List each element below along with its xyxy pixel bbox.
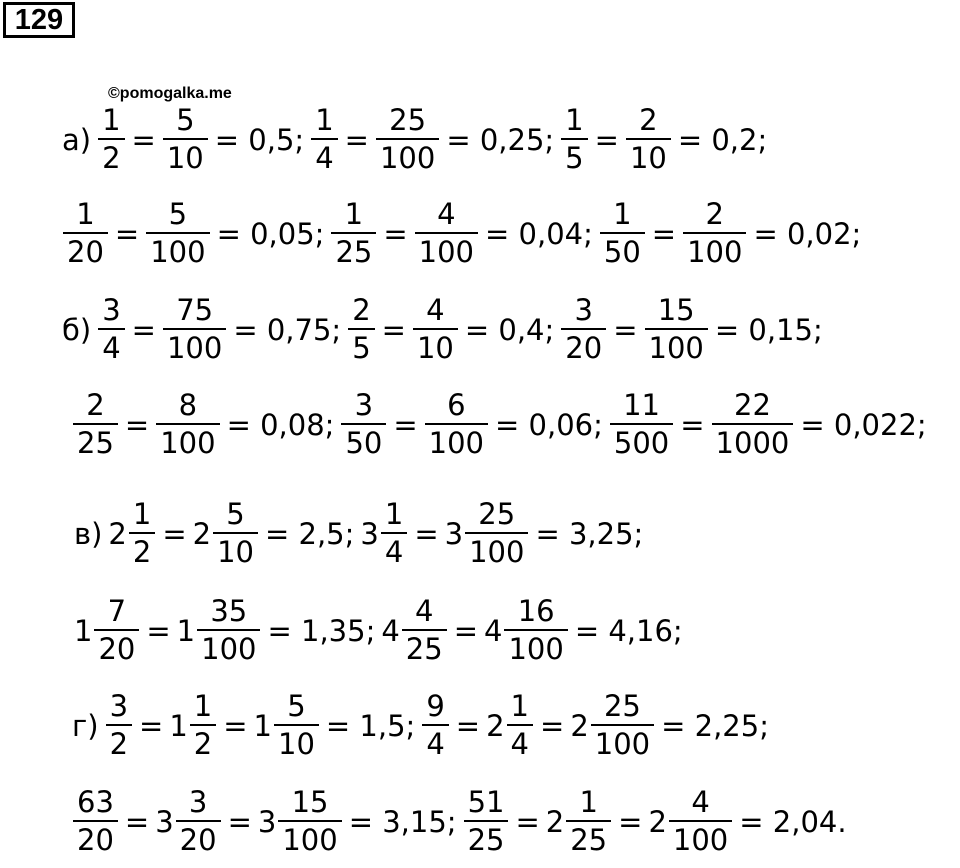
whole-part: 3 (155, 804, 174, 839)
part-label: а) (62, 122, 92, 157)
equation-text: = (515, 804, 540, 839)
equation-text: = (344, 122, 369, 157)
numerator: 2 (639, 103, 658, 137)
equation-text: = 0,022; (800, 407, 927, 442)
problem-number: 129 (3, 2, 75, 38)
numerator: 75 (176, 293, 214, 327)
numerator: 7 (107, 594, 127, 628)
fraction (593, 689, 652, 761)
fraction (671, 785, 730, 857)
numerator: 1 (132, 497, 152, 531)
fraction (158, 388, 217, 460)
numerator: 16 (517, 594, 555, 628)
numerator: 15 (291, 785, 329, 819)
fraction (427, 388, 486, 460)
numerator: 3 (188, 785, 208, 819)
part-label: б) (62, 312, 92, 347)
denominator: 100 (156, 423, 219, 458)
denominator: 4 (98, 328, 124, 363)
fraction (276, 689, 317, 761)
denominator: 2 (129, 532, 155, 567)
fraction (415, 293, 456, 365)
fraction (647, 293, 706, 365)
denominator: 25 (73, 423, 118, 458)
denominator: 5 (561, 138, 587, 173)
fraction (612, 388, 671, 460)
denominator: 100 (278, 820, 341, 855)
fraction (165, 293, 224, 365)
equation-text: = (594, 122, 619, 157)
numerator: 25 (389, 103, 427, 137)
equation-text: = 2,25; (661, 708, 769, 743)
fraction (75, 388, 116, 460)
equation-text: = 0,02; (753, 216, 862, 251)
denominator: 500 (610, 423, 673, 458)
numerator: 11 (623, 388, 660, 422)
numerator: 2 (86, 388, 105, 422)
denominator: 100 (591, 724, 654, 759)
numerator: 8 (178, 388, 198, 422)
whole-part: 3 (360, 516, 379, 551)
fraction (466, 785, 507, 857)
equation-text: = 0,4; (464, 312, 555, 347)
equation-text: = (124, 407, 150, 442)
fraction (75, 785, 116, 857)
fraction (178, 785, 219, 857)
watermark: ©pomogalka.me (108, 85, 232, 102)
fraction (108, 689, 130, 761)
equation-text: = (146, 613, 171, 648)
equation-text: = (613, 312, 638, 347)
equation-text: = (162, 516, 187, 551)
denominator: 4 (422, 724, 448, 759)
part-label: в) (74, 516, 103, 551)
equation-text: = (131, 312, 156, 347)
numerator: 1 (102, 103, 121, 137)
fraction (199, 594, 258, 666)
fraction (100, 103, 122, 175)
fraction (280, 785, 339, 857)
equation-text: = (680, 407, 705, 442)
numerator: 15 (657, 293, 695, 327)
equation-text: = 0,08; (226, 407, 335, 442)
fraction (313, 103, 335, 175)
equation-text: = 0,04; (485, 216, 593, 251)
equation-text: = (227, 804, 252, 839)
equation-text: = 3,25; (535, 516, 644, 551)
equation-text: = (540, 708, 565, 743)
equation-text: = (651, 216, 677, 251)
equation-text: = 0,5; (214, 122, 305, 157)
whole-part: 2 (545, 804, 565, 839)
numerator: 9 (426, 689, 445, 723)
numerator: 1 (193, 689, 213, 723)
denominator: 100 (669, 820, 732, 855)
equation-text: = 0,15; (714, 312, 823, 347)
numerator: 1 (510, 689, 529, 723)
denominator: 4 (311, 138, 337, 173)
fraction (333, 197, 374, 269)
denominator: 100 (504, 629, 567, 664)
denominator: 2 (190, 724, 216, 759)
fraction (563, 103, 585, 175)
equation-line (62, 293, 829, 365)
equation-text: = 2,5; (264, 516, 355, 551)
equation-text: = (393, 407, 418, 442)
denominator: 4 (381, 532, 407, 567)
denominator: 20 (63, 232, 108, 267)
equation-text: = (383, 216, 408, 251)
denominator: 20 (561, 328, 606, 363)
fraction (568, 785, 609, 857)
equation-line (74, 497, 649, 569)
numerator: 3 (574, 293, 593, 327)
numerator: 4 (426, 293, 445, 327)
fraction (602, 197, 643, 269)
denominator: 100 (197, 629, 260, 664)
numerator: 5 (168, 197, 188, 231)
numerator: 3 (354, 388, 374, 422)
denominator: 2 (106, 724, 132, 759)
whole-part: 2 (192, 516, 212, 551)
equation-text: = 0,05; (216, 216, 325, 251)
numerator: 25 (478, 497, 516, 531)
denominator: 100 (645, 328, 708, 363)
denominator: 20 (176, 820, 221, 855)
fraction (404, 594, 445, 666)
whole-part: 2 (486, 708, 505, 743)
fraction (685, 197, 744, 269)
denominator: 4 (507, 724, 533, 759)
denominator: 100 (683, 232, 746, 267)
numerator: 1 (613, 197, 632, 231)
whole-part: 1 (176, 613, 196, 648)
fraction (383, 497, 405, 569)
fraction (148, 197, 207, 269)
equation-text: = (455, 708, 481, 743)
numerator: 5 (226, 497, 245, 531)
denominator: 100 (415, 232, 478, 267)
equation-text: = 1,5; (325, 708, 416, 743)
equation-text: = (618, 804, 643, 839)
whole-part: 1 (253, 708, 272, 743)
fraction (165, 103, 206, 175)
denominator: 100 (376, 138, 439, 173)
denominator: 1000 (712, 423, 794, 458)
whole-part: 4 (484, 613, 503, 648)
equation-text: = (381, 312, 406, 347)
denominator: 25 (566, 820, 611, 855)
denominator: 100 (425, 423, 488, 458)
whole-part: 3 (444, 516, 464, 551)
equation-line (62, 103, 773, 175)
denominator: 20 (94, 629, 139, 664)
whole-part: 2 (648, 804, 667, 839)
equation-text: = 0,2; (677, 122, 768, 157)
numerator: 1 (315, 103, 334, 137)
equation-text: = (124, 804, 150, 839)
equation-text: = (131, 122, 156, 157)
numerator: 6 (447, 388, 466, 422)
fraction (343, 388, 384, 460)
fraction (509, 689, 531, 761)
denominator: 100 (465, 532, 528, 567)
fraction (714, 388, 792, 460)
equation-line (74, 594, 689, 666)
fraction (628, 103, 669, 175)
equation-text: = 1,35; (267, 613, 376, 648)
equation-line (72, 689, 775, 761)
numerator: 2 (352, 293, 371, 327)
denominator: 2 (98, 138, 124, 173)
fraction (100, 293, 122, 365)
whole-part: 3 (257, 804, 277, 839)
denominator: 25 (331, 232, 376, 267)
numerator: 4 (437, 197, 456, 231)
equation-text: = 3,15; (348, 804, 457, 839)
numerator: 5 (176, 103, 195, 137)
equation-text: = 2,04. (739, 804, 847, 839)
equation-line (62, 197, 867, 269)
fraction (65, 197, 106, 269)
numerator: 35 (210, 594, 248, 628)
denominator: 10 (274, 724, 319, 759)
numerator: 1 (384, 497, 404, 531)
fraction (96, 594, 137, 666)
equation-text: = 0,75; (233, 312, 342, 347)
whole-part: 2 (108, 516, 127, 551)
numerator: 1 (76, 197, 95, 231)
numerator: 1 (579, 785, 598, 819)
fraction (563, 293, 604, 365)
equation-text: = 0,06; (495, 407, 603, 442)
denominator: 10 (213, 532, 258, 567)
whole-part: 4 (381, 613, 400, 648)
numerator: 1 (565, 103, 584, 137)
equation-text: = 4,16; (574, 613, 683, 648)
denominator: 25 (464, 820, 509, 855)
fraction (215, 497, 256, 569)
whole-part: 2 (570, 708, 589, 743)
equation-text: = (223, 708, 248, 743)
fraction (424, 689, 446, 761)
denominator: 100 (146, 232, 209, 267)
denominator: 50 (600, 232, 645, 267)
fraction (192, 689, 214, 761)
numerator: 5 (287, 689, 306, 723)
denominator: 10 (413, 328, 458, 363)
numerator: 51 (467, 785, 505, 819)
numerator: 63 (77, 785, 114, 819)
fraction (417, 197, 476, 269)
fraction (467, 497, 526, 569)
denominator: 10 (626, 138, 671, 173)
equation-text: = (414, 516, 439, 551)
fraction (131, 497, 153, 569)
denominator: 100 (163, 328, 226, 363)
denominator: 5 (348, 328, 374, 363)
denominator: 10 (163, 138, 208, 173)
equation-text: = 0,25; (446, 122, 555, 157)
whole-part: 1 (74, 613, 93, 648)
numerator: 4 (691, 785, 710, 819)
equation-text: = (114, 216, 140, 251)
numerator: 3 (109, 689, 129, 723)
part-label: г) (72, 708, 99, 743)
numerator: 2 (705, 197, 724, 231)
denominator: 20 (73, 820, 118, 855)
denominator: 25 (402, 629, 447, 664)
numerator: 25 (603, 689, 641, 723)
numerator: 3 (102, 293, 121, 327)
equation-line (72, 785, 853, 857)
denominator: 50 (341, 423, 386, 458)
equation-line (72, 388, 933, 460)
numerator: 4 (415, 594, 434, 628)
fraction (378, 103, 437, 175)
equation-text: = (139, 708, 164, 743)
fraction (350, 293, 372, 365)
numerator: 1 (344, 197, 364, 231)
whole-part: 1 (169, 708, 188, 743)
equation-text: = (453, 613, 479, 648)
numerator: 22 (734, 388, 771, 422)
fraction (506, 594, 565, 666)
